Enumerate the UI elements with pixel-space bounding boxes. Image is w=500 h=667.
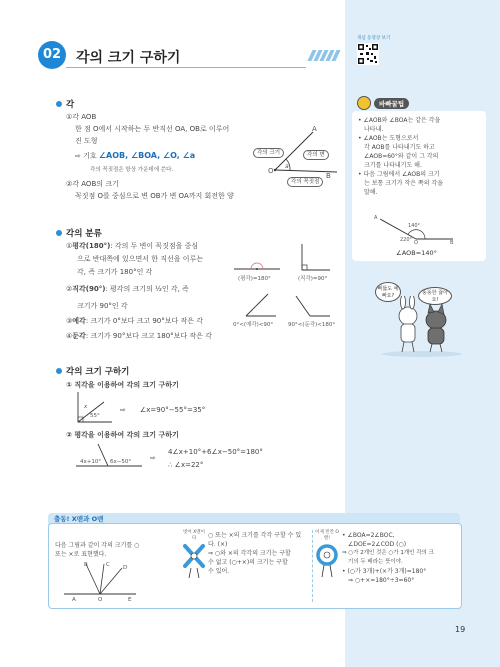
tip-content (358, 116, 482, 197)
angle-item1-symbols-row (75, 150, 195, 162)
class-item4: ④둔각: 크기가 90°보다 크고 180°보다 작은 각 (66, 332, 212, 340)
class-item1-line2: 으로 반대쪽에 있으면서 한 직선을 이루는 (77, 255, 204, 263)
bottom-fig-B: B (84, 562, 88, 568)
tip-bullet-2: • ∠AOB는 도형으로서 각 AOB를 나타내기도 하고 ∠AOB=60°와 같이 그 각의 크기를 나타내기도 해. (358, 135, 439, 169)
bottom-question-line1: 다음 그림과 같이 각의 크기를 ○ (55, 542, 140, 549)
angle-item2-title: ②각 AOB의 크기 (66, 180, 119, 188)
section-title-find-angle: 각의 크기 구하기 (66, 367, 130, 377)
section-bullet (56, 101, 62, 107)
acute-angle-figure (238, 290, 278, 320)
tip-bullet-3: • 다음 그림에서 ∠AOB의 크기 는 보통 크기가 작은 쪽의 각을 말해. (358, 171, 444, 196)
angle-item1-title: ①각 AOB (66, 113, 97, 121)
fig-point-B: B (326, 172, 331, 180)
bottom-tab-title: 출동! X맨과 O맨 (54, 515, 104, 523)
x-man-label: 벗어 X맨이다 (183, 530, 205, 541)
qr-label: 개념 동영상 보기 (357, 36, 391, 41)
o-man-text: • ∠BOA=2∠BOC, ∠DOE=2∠COD (○) ⇒ ○가 2개인 것은 ○가 1개인 각의 크 기의 두 배라는 뜻이야. • (○가 3개)+(×가 3개)=180° ⇒ ○+×=180°÷3=60° (342, 532, 434, 584)
tip-fig-140: 140° (408, 223, 421, 229)
find-item1-equation: ∠x=90°−55°=35° (140, 406, 206, 414)
tip-fig-B: B (450, 240, 454, 246)
label-acute-angle: 0°<(예각)<90° (233, 322, 274, 328)
straight-angle-problem-figure (74, 442, 144, 472)
tip-bullet-1: • ∠AOB와 ∠BOA는 같은 각을 나타내. (358, 117, 441, 133)
fig-label-side: 각의 변 (303, 150, 329, 160)
label-right-angle: (직각)=90° (298, 276, 328, 282)
fig1-x-label: x (84, 404, 88, 410)
class-item1-line1: ①평각(180°): 각의 두 변이 꼭짓점을 중심 (66, 242, 199, 250)
angle-item2-line1: 꼭짓점 O를 중심으로 변 OB가 변 OA까지 회전한 양 (75, 192, 234, 200)
x-man-icon (182, 544, 206, 580)
tip-header (357, 96, 409, 110)
section-bullet (56, 368, 62, 374)
bottom-angle-figure (60, 560, 140, 600)
label-straight-angle: (평각)=180° (238, 276, 271, 282)
right-angle-problem-figure (74, 390, 114, 426)
class-item3: ③예각: 크기가 0°보다 크고 90°보다 작은 각 (66, 317, 204, 325)
label-obtuse-angle: 90°<(둔각)<180° (288, 322, 336, 328)
qr-code-icon (357, 43, 379, 65)
fig-label-size: 각의 크기 (253, 148, 284, 158)
header-underline (66, 67, 306, 68)
fig-point-A: A (312, 125, 317, 133)
angle-symbols: ∠AOB, ∠BOA, ∠O, ∠a (98, 151, 196, 160)
header-stripes-decoration (310, 50, 338, 61)
angle-vertex-note: 각의 꼭짓점은 항상 가운데에 쓴다. (90, 167, 174, 173)
angle-item1-line1: 한 점 O에서 시작하는 두 반직선 OA, OB로 이루어 (75, 125, 230, 133)
find-item1-arrow: ⇨ (120, 406, 126, 414)
speech-bubble-left: 삐뚫도 예빠요? (375, 282, 401, 302)
fig2-left-label: 4x+10° (80, 459, 102, 465)
tip-bee-icon (357, 96, 371, 110)
bottom-fig-E: E (128, 597, 132, 603)
symbol-prefix: ⇨ 기호 (75, 152, 97, 160)
tip-fig-O: O (414, 240, 418, 246)
page-number: 19 (455, 625, 466, 634)
bottom-fig-C: C (106, 562, 110, 568)
lesson-number-badge: 02 (38, 41, 66, 69)
find-item2-eq1: 4∠x+10°+6∠x−50°=180° (168, 448, 263, 456)
bottom-question-line2: 또는 ×로 표현했다. (55, 551, 107, 558)
obtuse-angle-figure (292, 290, 332, 320)
right-angle-figure (292, 242, 332, 274)
tip-fig-220: 220° (400, 237, 413, 243)
bottom-fig-A: A (72, 597, 76, 603)
class-item1-line3: 각, 즉 크기가 180°인 각 (77, 268, 153, 276)
class-item2-line1: ②직각(90°): 평각의 크기의 ½인 각, 즉 (66, 285, 189, 293)
speech-bubble-right: 뚱뚱한 끓아요! (418, 287, 452, 305)
section-title-classification: 각의 분류 (66, 229, 102, 239)
o-man-icon (316, 544, 338, 580)
cartoon-characters-illustration (372, 296, 472, 358)
angle-item1-line2: 진 도형 (75, 137, 98, 145)
fig-angle-a: a (285, 163, 289, 170)
section-bullet (56, 230, 62, 236)
class-item2-line2: 크기가 90°인 각 (77, 302, 128, 310)
bottom-fig-O: O (98, 597, 103, 603)
x-man-text: ○ 또는 ×의 크기를 각각 구할 수 있 다. (×) ⇒ ○와 ×의 각각의 크기는 구할 수 없고 (○+×)의 크기는 구할 수 있어. (208, 532, 302, 575)
find-item1-title: ① 직각을 이용하여 각의 크기 구하기 (66, 381, 179, 389)
fig-label-vertex: 각의 꼭짓점 (287, 177, 323, 187)
section-title-angle: 각 (66, 100, 75, 110)
tip-angle-diagram (378, 215, 458, 245)
find-item2-title: ② 평각을 이용하여 각의 크기 구하기 (66, 431, 179, 439)
o-man-label: 이제 빈칸 O맨! (315, 530, 339, 541)
tip-fig-A: A (374, 215, 378, 221)
fig-point-O: O (268, 167, 274, 175)
fig2-right-label: 6x−50° (110, 459, 132, 465)
find-item2-eq2: ∴ ∠x=22° (168, 461, 204, 469)
straight-angle-figure (232, 255, 282, 275)
fig1-55-label: 55° (90, 413, 100, 419)
tip-title: 바빠꿀팁 (374, 98, 409, 109)
bottom-divider (312, 530, 313, 602)
bottom-fig-D: D (123, 565, 128, 571)
tip-result: ∠AOB=140° (396, 249, 437, 257)
find-item2-arrow: ⇨ (150, 454, 156, 462)
page-title: 각의 크기 구하기 (76, 50, 181, 66)
qr-code-area[interactable] (357, 35, 391, 69)
